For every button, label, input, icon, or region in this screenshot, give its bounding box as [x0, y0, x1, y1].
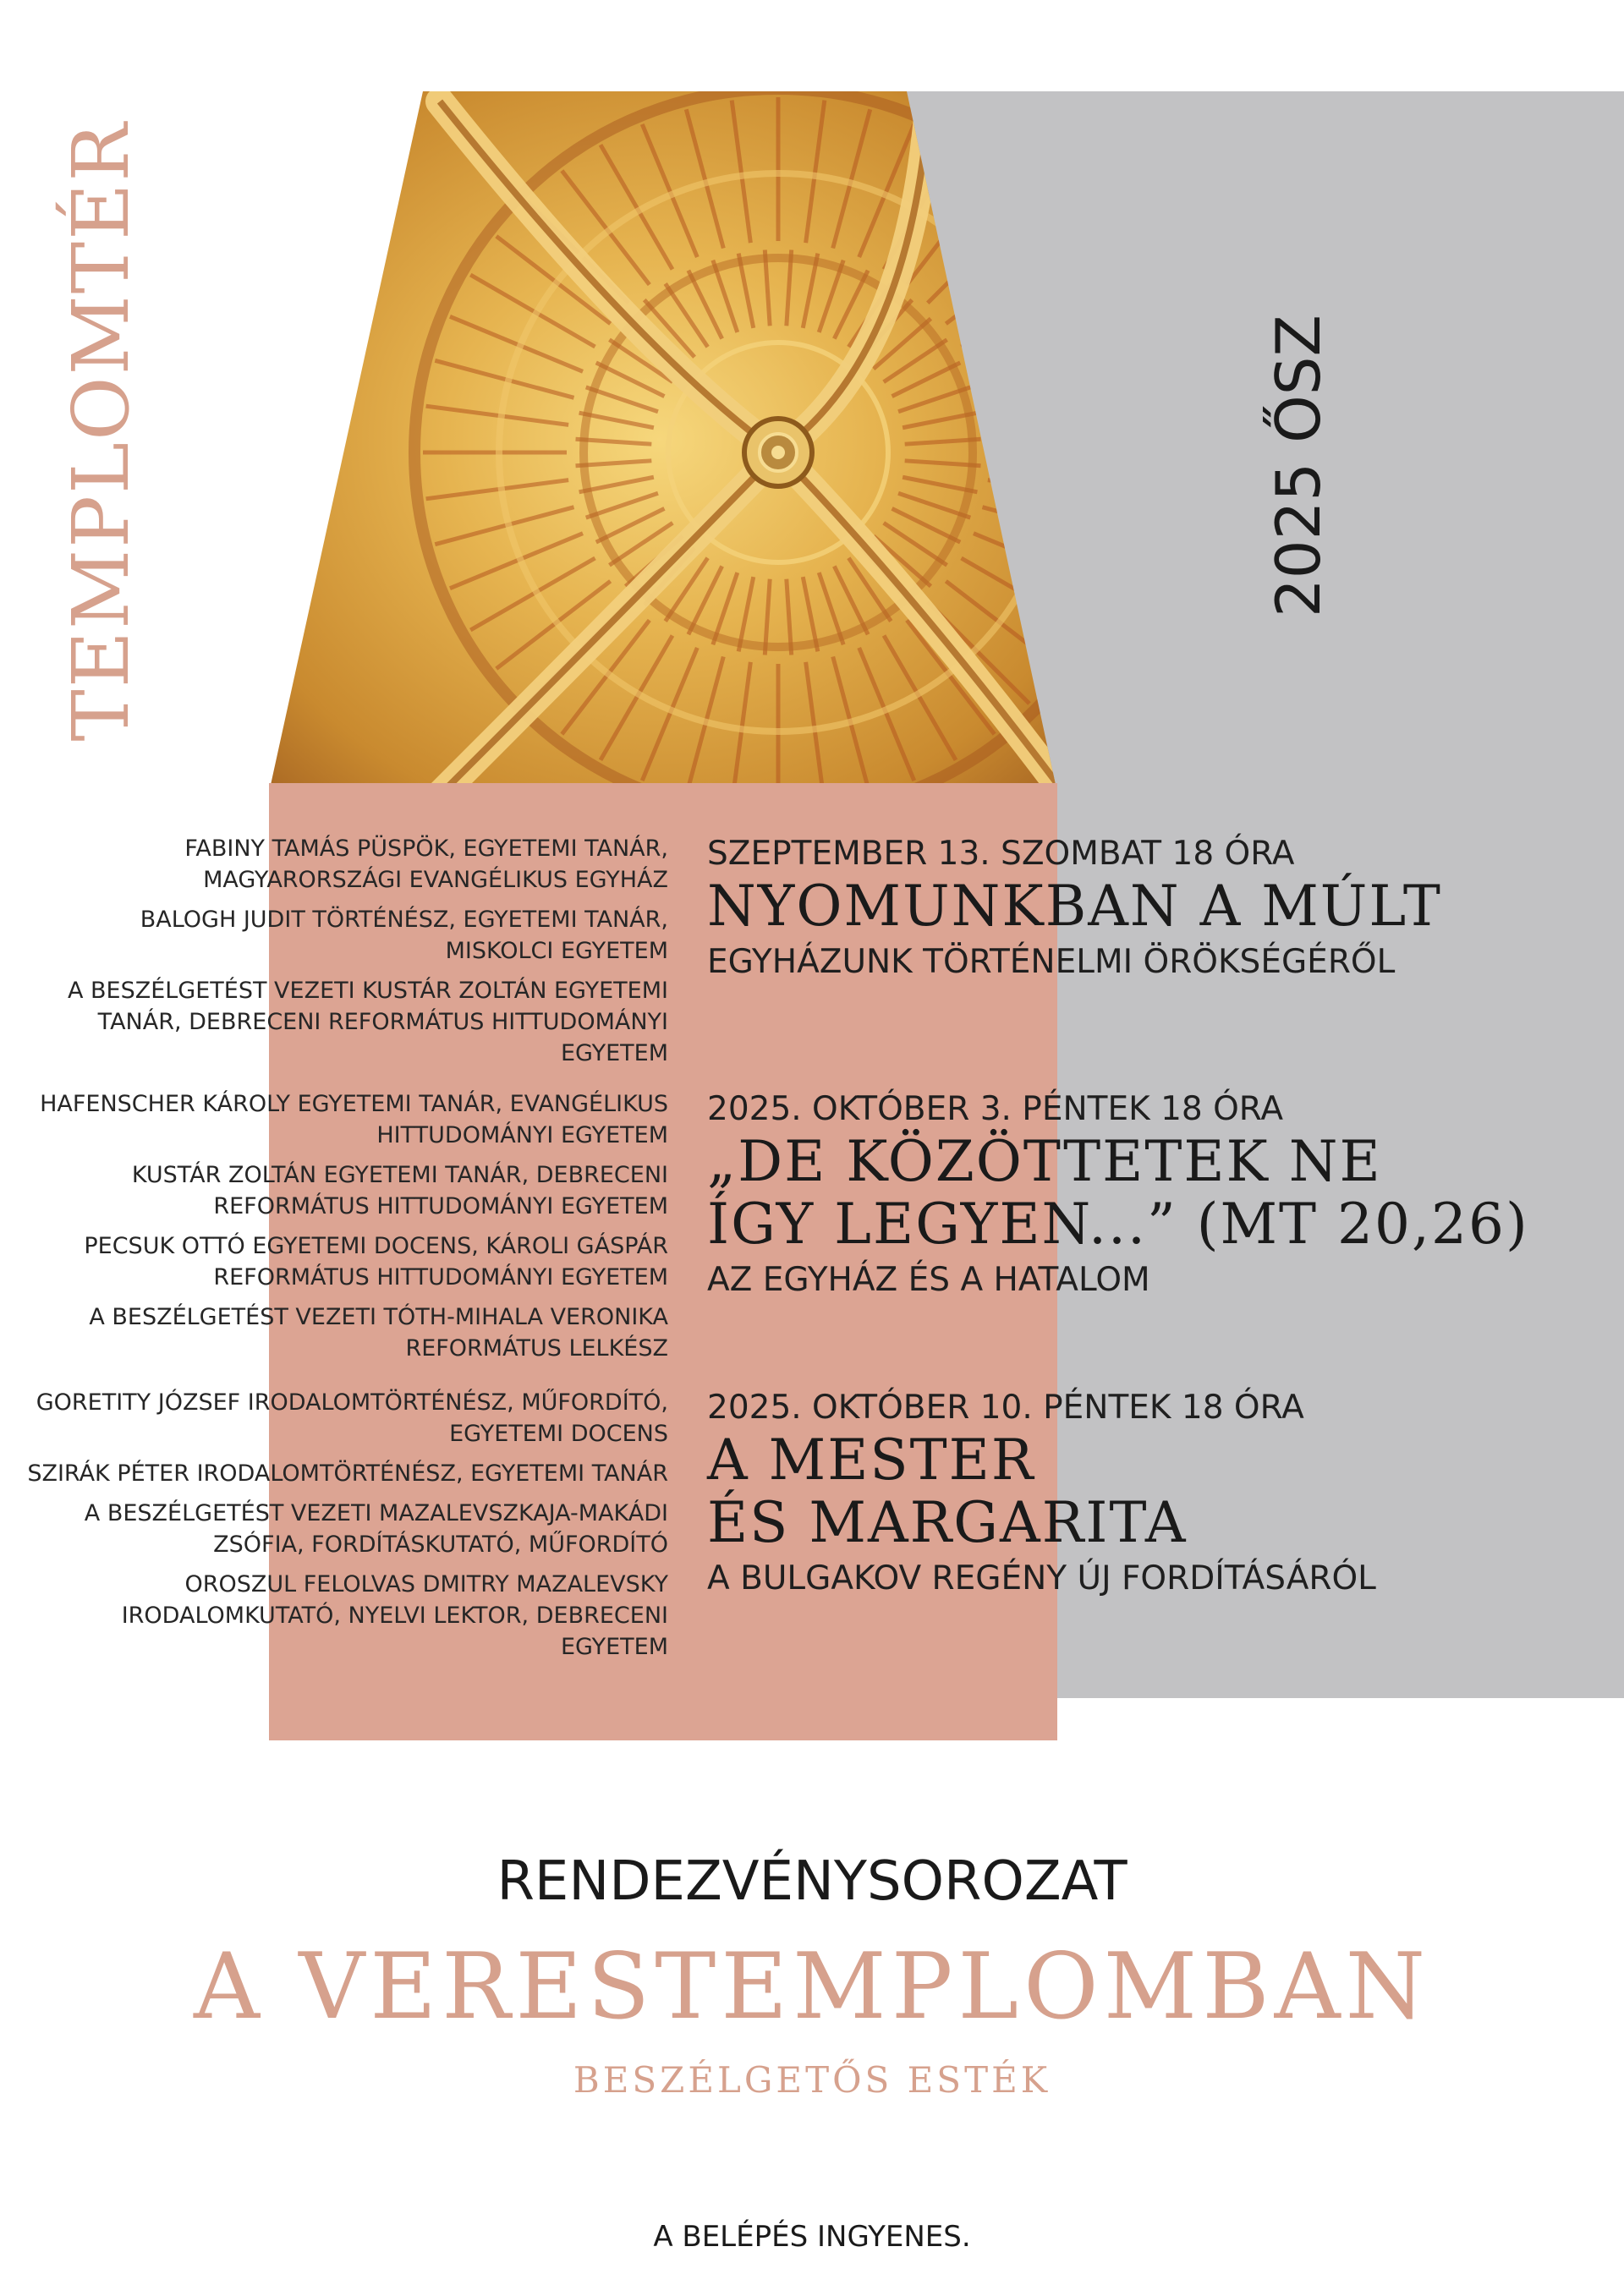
speaker-entry: A BESZÉLGETÉST VEZETI TÓTH-MIHALA VERONIKA REFORMÁTUS LELKÉSZ [89, 1304, 668, 1362]
speaker-entry: FABINY TAMÁS PÜSPÖK, EGYETEMI TANÁR, MAGYARORSZÁGI EVANGÉLIKUS EGYHÁZ [184, 836, 668, 893]
event-2 [707, 1088, 1604, 1301]
speaker-entry: KUSTÁR ZOLTÁN EGYETEMI TANÁR, DEBRECENI REFORMÁTUS HITTUDOMÁNYI EGYETEM [131, 1162, 668, 1219]
event-title: A MESTER ÉS MARGARITA [707, 1427, 1188, 1555]
event-3 [707, 1387, 1604, 1600]
tagline: BESZÉLGETŐS ESTÉK [573, 2059, 1051, 2101]
speaker-entry: HAFENSCHER KÁROLY EGYETEMI TANÁR, EVANGÉLIKUS HITTUDOMÁNYI EGYETEM [40, 1091, 668, 1148]
event-date: SZEPTEMBER 13. SZOMBAT 18 ÓRA [707, 835, 1295, 873]
event-title: NYOMUNKBAN A MÚLT [707, 874, 1442, 939]
event-subtitle: AZ EGYHÁZ ÉS A HATALOM [707, 1261, 1150, 1299]
entry-note: A BELÉPÉS INGYENES. [653, 2220, 971, 2254]
event-subtitle: EGYHÁZUNK TÖRTÉNELMI ÖRÖKSÉGÉRŐL [707, 943, 1396, 981]
speaker-entry: OROSZUL FELOLVAS DMITRY MAZALEVSKY IRODALOMKUTATÓ, NYELVI LEKTOR, DEBRECENI EGYETEM [121, 1571, 668, 1660]
event-date: 2025. OKTÓBER 10. PÉNTEK 18 ÓRA [707, 1389, 1304, 1427]
event-1-speakers [25, 833, 668, 1077]
speaker-entry: BALOGH JUDIT TÖRTÉNÉSZ, EGYETEMI TANÁR, MISKOLCI EGYETEM [140, 907, 668, 964]
speaker-entry: A BESZÉLGETÉST VEZETI KUSTÁR ZOLTÁN EGYETEMI TANÁR, DEBRECENI REFORMÁTUS HITTUDOMÁNYI EGYETEM [67, 978, 668, 1066]
event-subtitle: A BULGAKOV REGÉNY ÚJ FORDÍTÁSÁRÓL [707, 1559, 1376, 1597]
templomter-label: TEMPLOMTÉR [56, 121, 146, 742]
vertical-title [34, 101, 169, 761]
event-3-speakers [25, 1387, 668, 1671]
season-text: 2025 ŐSZ [1263, 315, 1334, 617]
series-label: RENDEZVÉNYSOROZAT [497, 1850, 1127, 1913]
event-1 [707, 833, 1604, 984]
speaker-entry: SZIRÁK PÉTER IRODALOMTÖRTÉNÉSZ, EGYETEMI TANÁR [27, 1460, 668, 1487]
main-title: A VERESTEMPLOMBAN [193, 1934, 1431, 2040]
event-title: „DE KÖZÖTTETEK NE ÍGY LEGYEN...” (MT 20,26) [707, 1129, 1529, 1257]
season-label [1235, 315, 1362, 617]
speaker-entry: PECSUK OTTÓ EGYETEMI DOCENS, KÁROLI GÁSPÁR REFORMÁTUS HITTUDOMÁNYI EGYETEM [84, 1233, 668, 1290]
speaker-entry: GORETITY JÓZSEF IRODALOMTÖRTÉNÉSZ, MŰFORDÍTÓ, EGYETEMI DOCENS [36, 1389, 668, 1447]
event-2-speakers [25, 1088, 668, 1373]
speaker-entry: A BESZÉLGETÉST VEZETI MAZALEVSZKAJA-MAKÁDI ZSÓFIA, FORDÍTÁSKUTATÓ, MŰFORDÍTÓ [84, 1500, 668, 1558]
event-date: 2025. OKTÓBER 3. PÉNTEK 18 ÓRA [707, 1090, 1283, 1128]
